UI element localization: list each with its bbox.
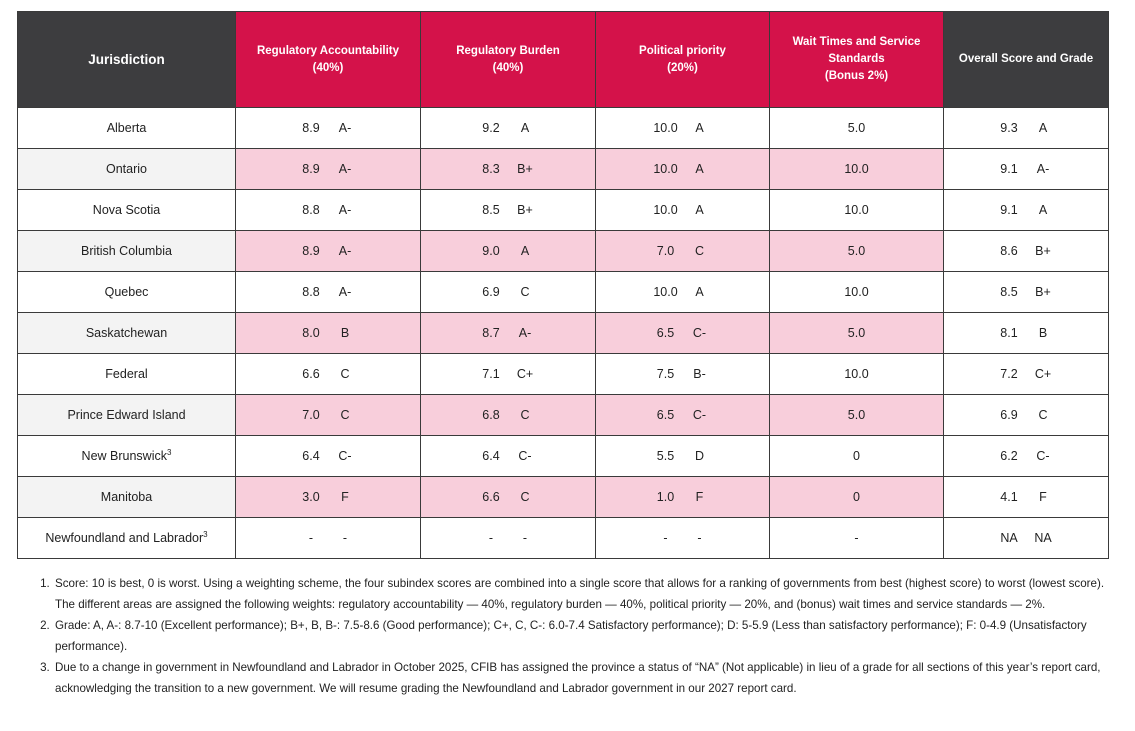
- wait-times-cell: [770, 477, 944, 518]
- jurisdiction-name: [82, 449, 172, 463]
- regulatory-accountability-grade: A-: [338, 244, 352, 258]
- regulatory-accountability-grade: A-: [338, 203, 352, 217]
- political-priority-cell: [596, 272, 770, 313]
- regulatory-accountability-cell: [236, 272, 421, 313]
- overall-score: 8.5: [1000, 285, 1018, 299]
- political-priority-grade: A: [695, 162, 704, 176]
- overall-grade: B: [1038, 326, 1048, 340]
- header-line: (40%): [312, 61, 344, 74]
- regulatory-accountability-score: 8.8: [302, 203, 320, 217]
- regulatory-accountability-score-grade: [294, 490, 362, 504]
- political-priority-score-grade: [649, 285, 717, 299]
- political-priority-cell: [596, 149, 770, 190]
- regulatory-accountability-cell: [236, 231, 421, 272]
- overall-cell: [944, 149, 1109, 190]
- regulatory-accountability-grade: B: [340, 326, 350, 340]
- wait-times-cell: [770, 231, 944, 272]
- political-priority-grade: C-: [692, 408, 707, 422]
- regulatory-accountability-cell: [236, 395, 421, 436]
- political-priority-grade: -: [697, 531, 702, 545]
- regulatory-accountability-cell: [236, 518, 421, 559]
- regulatory-accountability-score-grade: [294, 531, 362, 545]
- table-row: [18, 354, 1109, 395]
- jurisdiction-name: [93, 203, 160, 217]
- regulatory-burden-cell: [421, 395, 596, 436]
- regulatory-accountability-score-grade: [294, 326, 362, 340]
- jurisdiction-cell: [18, 436, 236, 477]
- jurisdiction-label: Federal: [105, 367, 148, 381]
- political-priority-score: 10.0: [653, 203, 678, 217]
- political-priority-cell: [596, 108, 770, 149]
- regulatory-accountability-score-grade: [294, 162, 362, 176]
- wait-times-score: 10.0: [844, 367, 869, 381]
- overall-grade: F: [1039, 490, 1047, 504]
- overall-score: 6.2: [1000, 449, 1018, 463]
- regulatory-burden-cell: [421, 518, 596, 559]
- regulatory-burden-score-grade: [474, 326, 542, 340]
- political-priority-score: 7.0: [656, 244, 675, 258]
- regulatory-accountability-score-grade: [294, 121, 362, 135]
- footnote: 2. Grade: A, A-: 8.7-10 (Excellent performance); B+, B, B-: 7.5-8.6 (Good performance); C+, C, C-: 6.0-7.4 Satisfactory performance); D: 5-5.9 (Less than satisfactory performance); F: 0-4.9 (Unsatisfactory performance).: [53, 615, 1125, 657]
- regulatory-burden-score-grade: [474, 449, 542, 463]
- jurisdiction-label: Nova Scotia: [92, 203, 161, 217]
- header-jurisdiction: Jurisdiction: [18, 12, 236, 108]
- regulatory-burden-cell: [421, 190, 596, 231]
- table-row: [18, 477, 1109, 518]
- regulatory-burden-score: 9.0: [482, 244, 500, 258]
- regulatory-burden-score-grade: [474, 121, 542, 135]
- regulatory-burden-score-grade: [474, 162, 542, 176]
- regulatory-burden-score: 8.7: [482, 326, 500, 340]
- table-row: [18, 518, 1109, 559]
- jurisdiction-name: [86, 326, 167, 340]
- footnote-marker: 3: [166, 448, 172, 457]
- regulatory-burden-score: 9.2: [482, 121, 500, 135]
- wait-times-cell: [770, 354, 944, 395]
- overall-cell: [944, 313, 1109, 354]
- overall-cell: [944, 190, 1109, 231]
- political-priority-score-grade: [649, 449, 717, 463]
- jurisdiction-cell: [18, 108, 236, 149]
- header-regulatory-burden: [421, 12, 596, 108]
- overall-cell: [944, 395, 1109, 436]
- jurisdiction-label: Saskatchewan: [85, 326, 168, 340]
- political-priority-cell: [596, 395, 770, 436]
- regulatory-accountability-grade: A-: [338, 162, 352, 176]
- jurisdiction-name: [45, 531, 207, 545]
- overall-score: 8.1: [1000, 326, 1018, 340]
- regulatory-burden-grade: C+: [516, 367, 534, 381]
- header-line: (40%): [492, 61, 524, 74]
- overall-cell: [944, 354, 1109, 395]
- overall-score-grade: [992, 162, 1060, 176]
- political-priority-score: 6.5: [656, 408, 675, 422]
- overall-cell: [944, 436, 1109, 477]
- table-row: [18, 149, 1109, 190]
- header-overall: Overall Score and Grade: [944, 12, 1109, 108]
- overall-cell: [944, 108, 1109, 149]
- wait-times-score: 0: [853, 449, 860, 463]
- overall-grade: A: [1038, 121, 1048, 135]
- regulatory-burden-grade: C: [520, 490, 530, 504]
- table-row: [18, 436, 1109, 477]
- regulatory-accountability-cell: [236, 436, 421, 477]
- overall-score-grade: [992, 203, 1060, 217]
- regulatory-burden-cell: [421, 272, 596, 313]
- political-priority-score-grade: [649, 121, 717, 135]
- political-priority-score: 10.0: [653, 285, 678, 299]
- political-priority-cell: [596, 231, 770, 272]
- jurisdiction-label: New Brunswick: [81, 449, 167, 463]
- regulatory-accountability-cell: [236, 313, 421, 354]
- political-priority-cell: [596, 354, 770, 395]
- regulatory-accountability-cell: [236, 190, 421, 231]
- wait-times-score: 10.0: [844, 162, 869, 176]
- overall-score: 8.6: [1000, 244, 1018, 258]
- regulatory-accountability-grade: C: [340, 408, 350, 422]
- jurisdiction-name: [105, 367, 147, 381]
- header-line: Regulatory Burden: [456, 44, 560, 57]
- wait-times-cell: [770, 108, 944, 149]
- political-priority-score: 1.0: [656, 490, 675, 504]
- political-priority-score-grade: [649, 367, 717, 381]
- political-priority-score: 6.5: [656, 326, 675, 340]
- wait-times-cell: [770, 272, 944, 313]
- overall-grade: A-: [1036, 162, 1050, 176]
- political-priority-grade: A: [695, 285, 704, 299]
- regulatory-burden-score: 6.9: [482, 285, 500, 299]
- regulatory-burden-grade: C: [520, 285, 530, 299]
- regulatory-burden-score: 7.1: [482, 367, 500, 381]
- jurisdiction-name: [81, 244, 172, 258]
- overall-cell: [944, 518, 1109, 559]
- regulatory-accountability-grade: A-: [338, 121, 352, 135]
- political-priority-grade: D: [694, 449, 705, 463]
- regulatory-accountability-grade: -: [342, 531, 348, 545]
- regulatory-accountability-cell: [236, 354, 421, 395]
- political-priority-cell: [596, 313, 770, 354]
- regulatory-accountability-score-grade: [294, 367, 362, 381]
- wait-times-cell: [770, 518, 944, 559]
- regulatory-burden-score-grade: [474, 244, 542, 258]
- regulatory-burden-score: 6.4: [482, 449, 500, 463]
- regulatory-accountability-grade: C: [340, 367, 350, 381]
- overall-score-grade: [992, 531, 1060, 545]
- wait-times-cell: [770, 395, 944, 436]
- regulatory-burden-score-grade: [474, 531, 542, 545]
- jurisdiction-name: [101, 490, 152, 504]
- political-priority-score-grade: [649, 326, 717, 340]
- header-regulatory-accountability: [236, 12, 421, 108]
- regulatory-burden-cell: [421, 149, 596, 190]
- wait-times-score: -: [854, 531, 859, 545]
- political-priority-score: 10.0: [653, 121, 678, 135]
- overall-score-grade: [992, 408, 1060, 422]
- overall-score: NA: [1000, 531, 1018, 545]
- regulatory-accountability-grade: F: [341, 490, 349, 504]
- political-priority-grade: F: [695, 490, 704, 504]
- regulatory-burden-score-grade: [474, 285, 542, 299]
- header-line: (20%): [667, 61, 698, 74]
- table-body: [18, 108, 1109, 559]
- regulatory-accountability-score: 8.9: [302, 244, 320, 258]
- overall-score: 9.3: [1000, 121, 1018, 135]
- regulatory-burden-grade: A: [520, 121, 530, 135]
- overall-score: 9.1: [1000, 203, 1018, 217]
- header-wait-times: [770, 12, 944, 108]
- jurisdiction-name: [105, 285, 149, 299]
- regulatory-accountability-cell: [236, 477, 421, 518]
- regulatory-burden-score: 8.3: [482, 162, 500, 176]
- regulatory-accountability-score: 8.9: [302, 162, 320, 176]
- regulatory-burden-grade: B+: [517, 203, 533, 217]
- wait-times-score: 10.0: [844, 203, 869, 217]
- regulatory-burden-grade: C: [520, 408, 530, 422]
- overall-score-grade: [992, 121, 1060, 135]
- overall-cell: [944, 231, 1109, 272]
- regulatory-accountability-score: 3.0: [302, 490, 320, 504]
- regulatory-burden-cell: [421, 108, 596, 149]
- table-row: [18, 313, 1109, 354]
- regulatory-accountability-score: 6.6: [302, 367, 320, 381]
- regulatory-accountability-score-grade: [294, 244, 362, 258]
- overall-cell: [944, 477, 1109, 518]
- overall-grade: B+: [1035, 244, 1051, 258]
- header-line: (Bonus 2%): [824, 70, 889, 82]
- wait-times-cell: [770, 190, 944, 231]
- political-priority-score-grade: [649, 531, 717, 545]
- regulatory-burden-cell: [421, 477, 596, 518]
- overall-score-grade: [992, 326, 1060, 340]
- header-line: Political priority: [639, 44, 726, 57]
- regulatory-accountability-score: 6.4: [302, 449, 320, 463]
- regulatory-accountability-score-grade: [294, 285, 362, 299]
- political-priority-score: 7.5: [656, 367, 675, 381]
- overall-score-grade: [992, 285, 1060, 299]
- regulatory-burden-score: -: [488, 531, 494, 545]
- jurisdiction-name: [106, 162, 147, 176]
- overall-grade: C-: [1036, 449, 1050, 463]
- regulatory-burden-grade: A-: [518, 326, 532, 340]
- political-priority-score-grade: [649, 203, 717, 217]
- jurisdiction-cell: [18, 313, 236, 354]
- jurisdiction-cell: [18, 272, 236, 313]
- political-priority-score: 5.5: [656, 449, 675, 463]
- regulatory-burden-cell: [421, 313, 596, 354]
- regulatory-accountability-score: 8.9: [302, 121, 320, 135]
- jurisdiction-name: [67, 408, 185, 422]
- regulatory-burden-grade: -: [522, 531, 528, 545]
- overall-grade: NA: [1034, 531, 1052, 545]
- regulatory-burden-grade: B+: [517, 162, 533, 176]
- regulatory-burden-score-grade: [474, 490, 542, 504]
- political-priority-score: -: [663, 531, 668, 545]
- political-priority-cell: [596, 477, 770, 518]
- table-row: [18, 231, 1109, 272]
- regulatory-accountability-score: -: [308, 531, 314, 545]
- wait-times-score: 5.0: [847, 326, 866, 340]
- table-row: [18, 190, 1109, 231]
- jurisdiction-label: Alberta: [106, 121, 147, 135]
- jurisdiction-label: Prince Edward Island: [67, 408, 186, 422]
- wait-times-cell: [770, 149, 944, 190]
- wait-times-cell: [770, 436, 944, 477]
- political-priority-score-grade: [649, 490, 717, 504]
- political-priority-score-grade: [649, 408, 717, 422]
- regulatory-accountability-score: 8.8: [302, 285, 320, 299]
- regulatory-burden-grade: C-: [518, 449, 532, 463]
- regulatory-accountability-score-grade: [294, 408, 362, 422]
- regulatory-accountability-cell: [236, 108, 421, 149]
- jurisdiction-cell: [18, 190, 236, 231]
- wait-times-score: 10.0: [844, 285, 869, 299]
- header-line: Standards: [828, 53, 885, 65]
- regulatory-accountability-grade: C-: [338, 449, 352, 463]
- wait-times-score: 5.0: [847, 244, 866, 258]
- political-priority-grade: C: [694, 244, 705, 258]
- regulatory-burden-score-grade: [474, 367, 542, 381]
- regulatory-accountability-score-grade: [294, 449, 362, 463]
- political-priority-cell: [596, 518, 770, 559]
- overall-score: 7.2: [1000, 367, 1018, 381]
- jurisdiction-cell: [18, 518, 236, 559]
- regulatory-accountability-score-grade: [294, 203, 362, 217]
- overall-score-grade: [992, 490, 1060, 504]
- overall-grade: C+: [1034, 367, 1052, 381]
- footnote: 1. Score: 10 is best, 0 is worst. Using a weighting scheme, the four subindex scores are combined into a single score that allows for a ranking of governments from best (highest score) to worst (lowest score). The different areas are assigned the following weights: regulatory accountability — 40%, regulatory burden — 40%, political priority — 20%, and (bonus) wait times and service standards — 2%.: [53, 573, 1125, 615]
- header-political-priority: [596, 12, 770, 108]
- political-priority-score-grade: [649, 244, 717, 258]
- political-priority-score-grade: [649, 162, 717, 176]
- political-priority-cell: [596, 190, 770, 231]
- regulatory-burden-score: 8.5: [482, 203, 500, 217]
- jurisdiction-label: Ontario: [106, 162, 147, 176]
- jurisdiction-label: Quebec: [104, 285, 149, 299]
- overall-cell: [944, 272, 1109, 313]
- wait-times-cell: [770, 313, 944, 354]
- wait-times-score: 5.0: [847, 121, 866, 135]
- regulatory-accountability-score: 8.0: [302, 326, 320, 340]
- political-priority-cell: [596, 436, 770, 477]
- header-line: Regulatory Accountability: [256, 44, 400, 57]
- wait-times-score: 0: [853, 490, 860, 504]
- political-priority-score: 10.0: [653, 162, 678, 176]
- regulatory-burden-grade: A: [520, 244, 530, 258]
- overall-grade: B+: [1035, 285, 1051, 299]
- overall-score: 6.9: [1000, 408, 1018, 422]
- regulatory-accountability-cell: [236, 149, 421, 190]
- jurisdiction-cell: [18, 477, 236, 518]
- jurisdiction-label: Newfoundland and Labrador: [45, 531, 204, 545]
- regulatory-burden-score-grade: [474, 203, 542, 217]
- regulatory-burden-score: 6.8: [482, 408, 500, 422]
- jurisdiction-label: British Columbia: [80, 244, 172, 258]
- report-card-table: [17, 11, 1109, 559]
- regulatory-burden-cell: [421, 231, 596, 272]
- overall-grade: A: [1038, 203, 1048, 217]
- regulatory-burden-cell: [421, 354, 596, 395]
- regulatory-burden-score: 6.6: [482, 490, 500, 504]
- jurisdiction-name: [107, 121, 147, 135]
- overall-score-grade: [992, 367, 1060, 381]
- table-row: [18, 108, 1109, 149]
- wait-times-score: 5.0: [847, 408, 866, 422]
- footnotes: [19, 573, 1125, 699]
- regulatory-burden-score-grade: [474, 408, 542, 422]
- footnote-marker: 3: [203, 530, 208, 539]
- political-priority-grade: C-: [692, 326, 707, 340]
- overall-grade: C: [1038, 408, 1048, 422]
- political-priority-grade: B-: [693, 367, 706, 381]
- regulatory-accountability-score: 7.0: [302, 408, 320, 422]
- overall-score: 4.1: [1000, 490, 1018, 504]
- regulatory-burden-cell: [421, 436, 596, 477]
- footnote: 3. Due to a change in government in Newfoundland and Labrador in October 2025, CFIB has assigned the province a status of “NA” (Not applicable) in lieu of a grade for all sections of this year’s report card, acknowledging the transition to a new government. We will resume grading the Newfoundland and Labrador government in our 2027 report card.: [53, 657, 1125, 699]
- political-priority-grade: A: [695, 203, 704, 217]
- jurisdiction-cell: [18, 149, 236, 190]
- header-line: Wait Times and Service: [792, 36, 921, 48]
- political-priority-grade: A: [695, 121, 704, 135]
- jurisdiction-label: Manitoba: [100, 490, 153, 504]
- jurisdiction-cell: [18, 354, 236, 395]
- table-row: [18, 272, 1109, 313]
- header-row: [18, 12, 1109, 108]
- jurisdiction-cell: [18, 231, 236, 272]
- jurisdiction-cell: [18, 395, 236, 436]
- overall-score-grade: [992, 449, 1060, 463]
- overall-score-grade: [992, 244, 1060, 258]
- regulatory-accountability-grade: A-: [338, 285, 352, 299]
- overall-score: 9.1: [1000, 162, 1018, 176]
- table-row: [18, 395, 1109, 436]
